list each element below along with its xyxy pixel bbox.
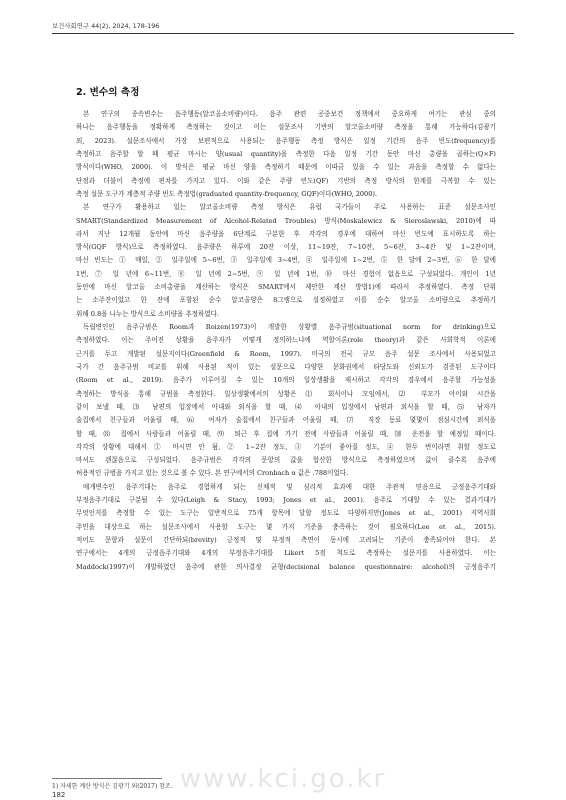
body-line: 적어도 문항과 설문이 간단하되(brevity) 긍정적 및 부정적 측면이 동시에 고려되는 기준이 충족되어야 한다. 본 xyxy=(76,536,496,544)
body-line: 측정하는 방식을 통해 규범을 측정한다. 일상생활에서의 상황은 ⑴ 회식이나 모임에서, ⑵ 부모가 아이와 시간을 xyxy=(76,389,496,398)
footnote: 1) 자세한 계산 방식은 김광기 외(2017) 참조. xyxy=(52,783,173,790)
section-title: 2. 변수의 측정 xyxy=(76,87,140,98)
body-line: 동안에 마신 알코올 소비총량을 계산하는 방식은 SMART에서 제안한 계산 방법1)에 따라서 추정하였다. 측정 단위 xyxy=(76,283,496,292)
body-line: 같이 보낼 때, ⑶ 남편의 입장에서 아내와 외식을 할 때, ⑷ 아내의 입장에서 남편과 외식을 할 때, ⑸ 남자가 xyxy=(76,402,496,411)
body-line: 술집에서 친구들과 어울릴 때, ⑹ 여자가 술집에서 친구들과 어울릴 때, ⑺ 직장 동료 몇몇이 점심시간에 외식을 xyxy=(76,416,496,425)
body-line: 측정하였다. 이는 주어진 상황을 음주자가 어떻게 정의하느냐에 역할이론(role theory)과 같은 사회학적 이론에 xyxy=(76,336,496,345)
body-line: 부정음주기대로 구분될 수 있다(Leigh & Stacy, 1993; Jones et al., 2001). 음주로 기대할 수 있는 결과기대가 xyxy=(76,496,496,505)
body-line: 본 연구가 활용하고 있는 알코올소비량 측정 방식은 유럽 국가들이 주로 사용하는 표준 설문조사인 xyxy=(83,203,496,212)
body-line: 는 소주잔이었고 한 잔에 포함된 순수 알코올양은 8그램으로 설정하였고 이를 순수 알코올 소비량으로 추정하기 xyxy=(76,296,496,305)
watermark: www.kci.go.kr xyxy=(179,764,387,794)
body-line: 연구에서는 4개의 긍정음주기대와 4개의 부정음주기대를 Likert 5점 척도로 측정하는 설문지를 사용하였다. 이는 xyxy=(76,549,496,558)
header-rule xyxy=(52,33,514,34)
page-number: 182 xyxy=(52,791,66,799)
body-line: 주민을 대상으로 하는 설문조사에서 사용할 도구는 몇 가지 기준을 충족하는 것이 필요하다(Lee et al., 2015). xyxy=(76,522,496,531)
body-line: 1번, ⑦ 일 년에 6~11번, ⑧ 일 년에 2~5번, ⑨ 일 년에 1번, ⑩ 마신 경험이 없음으로 구성되었다. 개인이 1년 xyxy=(76,269,496,278)
body-line: Maddock(1997)이 개발하였던 음주에 관한 의사결정 균형(decisional balance questionnaire: alcohol)의 긍정음주기 xyxy=(76,562,496,571)
body-line: 독립변인인 음주규범은 Room과 Roizen(1973)이 개발한 상황별 음주규범(situational norm for drinking)으로 xyxy=(83,323,496,331)
body-line: 하나는 음주행동을 정확하게 측정하는 것이고 이는 설문조사 기반의 알코올소비량 측정을 통해 가능하다(김광기 xyxy=(76,123,496,132)
body-line: 단점과 더불어 측정에 편차를 가지고 있다. 이와 같은 주량 빈도(QF) 기반의 측정 방식의 한계를 극복할 수 있는 xyxy=(76,176,496,185)
body-line: 라서 지난 12개월 동안에 마신 음주량을 6단계로 구분한 후 각각의 경우에 대하여 마신 빈도에 표시하도록 하는 xyxy=(76,229,496,238)
body-line: (Room et al., 2019). 음주가 이루어질 수 있는 10개의 일상생활을 제시하고 각각의 경우에서 음주할 가능성을 xyxy=(76,376,496,385)
body-line: 무엇인지를 측정할 수 있는 도구는 일반적으로 75개 항목에 달할 정도로 다양하지만(Jones et al., 2001) 지역사회 xyxy=(76,509,496,518)
body-line: SMART(Standardized Measurement of Alcohol-Related Troubles) 방식(Moskalewicz & Sieroslawski, 2010)에 따 xyxy=(76,216,496,225)
body-line: 측정 설문 도구가 계층적 주량 빈도 측정법(graduated quantity-frequency, GQF)이다(WHO, 2000). xyxy=(76,189,378,198)
body-line: 할 때, ⑻ 집에서 사람들과 어울릴 때, ⑼ 퇴근 후 집에 가기 전에 사람들과 어울릴 때, ⑽ 운전을 할 예정일 때이다. xyxy=(76,429,496,438)
body-line: 측정하고 음주할 할 때 평균 마시는 양(usual quantity)을 측정한 다음 일정 기간 동안 마신 총량을 곱하는(Q×F) xyxy=(76,149,496,158)
body-text xyxy=(76,108,496,574)
footnote-rule xyxy=(52,778,162,779)
body-line: 국가 간 음주규범 비교를 위해 사용된 적이 있는 설문으로 다양한 문화권에서 타당도와 신뢰도가 검증된 도구이다 xyxy=(76,362,496,371)
body-line: 매개변수인 음주기대는 음주로 경험하게 되는 신체적 및 심리적 효과에 대한 주관적 믿음으로 긍정음주기대와 xyxy=(83,482,496,491)
body-line: 방식이다(WHO, 2000). 이 방식은 평균 마신 양을 측정하기 때문에 이따금 있을 수 있는 과음을 측정할 수 없다는 xyxy=(76,163,496,172)
body-line: 각각의 상황에 대해서 ① 마시면 안 됨, ② 1~2잔 정도, ③ 기분이 좋아질 정도, ④ 한두 번이라면 취할 정도로 xyxy=(76,442,496,451)
body-line: 방식(GQF 방식)으로 측정하였다. 음주량은 하루에 20잔 이상, 11~19잔, 7~10잔, 5~6잔, 3~4잔 및 1~2잔이며, xyxy=(76,243,496,252)
body-line: 마신 빈도는 ① 매일, ② 일주일에 5~6번, ③ 일주일에 3~4번, ④ 일주일에 1~2번, ⑤ 한 달에 2~3번, ⑥ 한 달에 xyxy=(76,256,496,265)
body-line: 허용적인 규범을 가지고 있는 것으로 볼 수 있다. 본 연구에서의 Cronbach α 값은 .788이었다. xyxy=(76,469,349,478)
body-line: 근거를 두고 개발된 설문지이다(Greenfield & Room, 1997). 미국의 전국 규모 음주 설문 조사에서 사용되었고 xyxy=(76,349,496,358)
body-line: 본 연구의 종속변수는 음주행동(알코올소비량)이다. 음주 관련 공중보건 정책에서 중요하게 여기는 관심 중의 xyxy=(83,110,496,118)
running-header: 보건사회연구 44(2), 2024, 178-196 xyxy=(52,22,160,30)
body-line: 외, 2023). 설문조사에서 가장 보편적으로 사용되는 음주행동 측정 방식은 일정 기간의 음주 빈도(frequency)를 xyxy=(76,136,496,145)
body-line: 위해 0.8을 나누는 방식으로 소비량을 추정하였다. xyxy=(76,309,220,318)
body-line: 마셔도 괜찮음으로 구성되었다. 음주규범은 각각의 문항의 값을 합산한 방식으로 측정하였으며 값이 클수록 음주에 xyxy=(76,456,496,465)
